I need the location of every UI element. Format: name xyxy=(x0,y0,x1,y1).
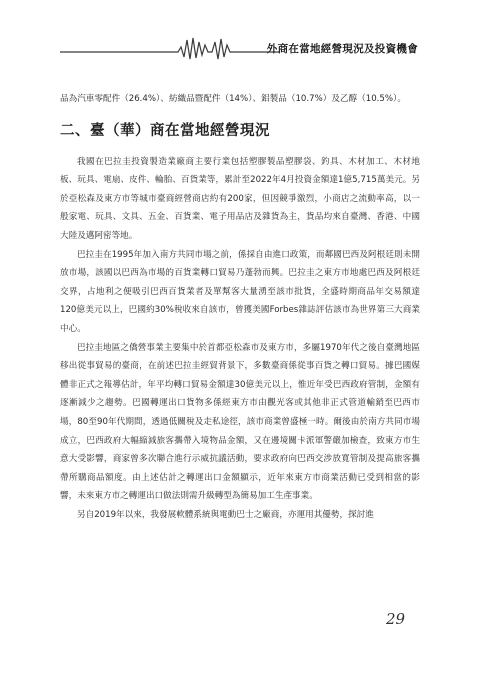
paragraph-1: 我國在巴拉圭投資製造業廠商主要行業包括塑膠製品塑膠袋、釣具、木材加工、木材地板、玩具、電扇、皮件、輪胎、百貨業等，累計至2022年4月投資金額達1億5,715萬美元。另於亞松森及東方市等城市臺商經營商店約有200家，但因競爭激烈，小商店之流動率高，以一般家電、玩具、文具、五金、百貨業、電子用品店及雜貨為主，貨品均來自臺灣、香港、中國大陸及邁阿密等地。 xyxy=(60,156,420,241)
section-heading: 二、臺（華）商在當地經營現況 xyxy=(60,121,270,139)
intro-paragraph: 品為汽車零配件（26.4%）、紡織品暨配件（14%）、鋁製品（10.7%）及乙醇（10.5%）。 xyxy=(60,94,406,104)
paragraph-2: 巴拉圭在1995年加入南方共同市場之前，係採自由進口政策，而鄰國巴西及阿根廷則未開放市場，該國以巴西為市場的百貨業轉口貿易乃蓬勃而興。巴拉圭之東方市地處巴西及阿根廷交界，占地利之便吸引巴西百貨業者及單幫客大量湧至該市批貨，全盛時期商品年交易額達120億美元以上，巴國約30%稅收來自該市，曾獲美國Forbes雜誌評估該市為世界第三大商業中心。 xyxy=(60,249,420,334)
page-number: 29 xyxy=(386,610,406,628)
header-title: 外商在當地經營現況及投資機會 xyxy=(266,43,418,55)
page-body xyxy=(60,90,420,524)
paragraph-4: 另自2019年以來，我發展軟體系統與電動巴士之廠商，亦運用其優勢，探討進 xyxy=(77,509,374,520)
running-header xyxy=(60,36,420,60)
paragraph-3: 巴拉圭地區之僑營事業主要集中於首都亞松森市及東方市，多屬1970年代之後自臺灣地區移出從事貿易的臺商，在前述巴拉圭經貿背景下，多數臺商係從事百貨之轉口貿易。據巴國媒體非正式之報導估計，年平均轉口貿易金額達30億美元以上，惟近年受巴西政府管制，金額有逐漸減少之趨勢。巴國轉運出口貨物多係經東方市由觀光客或其他非正式管道輸銷至巴西市場，80至90年代期間，透過低關稅及走私途徑，該市商業曾盛極一時。爾後由於南方共同市場成立，巴西政府大幅縮減旅客攜帶入境物品金額，又在邊境關卡派軍警嚴加檢查，致東方市生意大受影響，商家曾多次聯合進行示威抗議活動，要求政府向巴西交涉放寬管制及提高旅客攜帶所購商品額度。由上述估計之轉運出口金額顯示，近年來東方市商業活動已受到相當的影響，未來東方市之轉運出口做法則需升級轉型為簡易加工生產事業。 xyxy=(60,342,420,502)
